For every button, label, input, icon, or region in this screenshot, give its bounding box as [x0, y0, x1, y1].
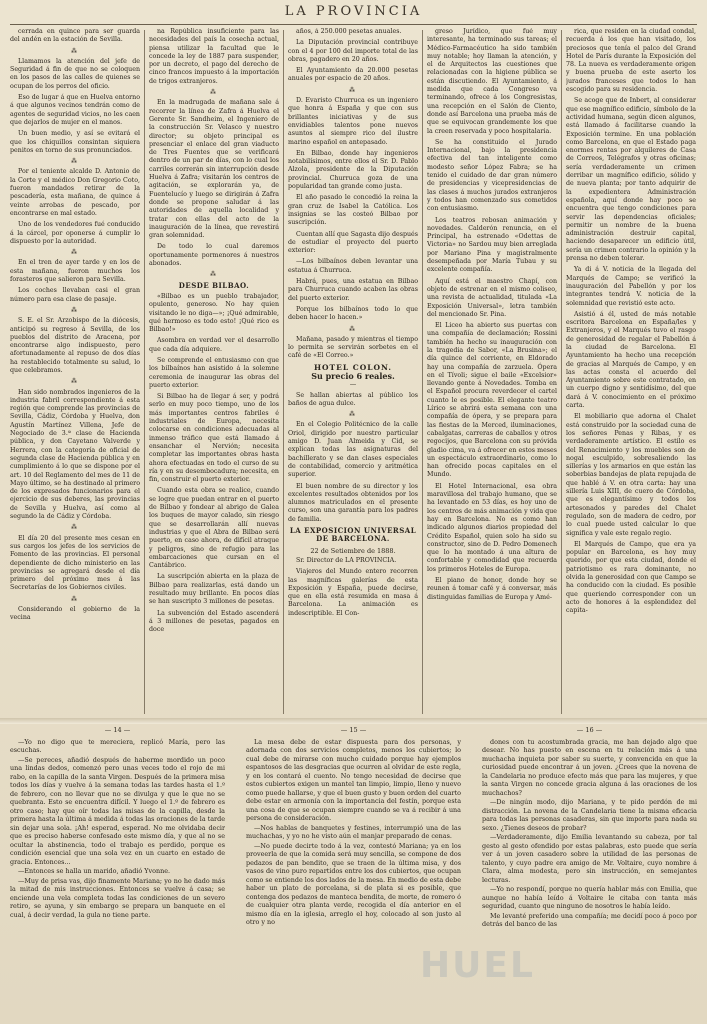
ad-rule: — — [349, 380, 357, 389]
page-number: — 15 — — [340, 726, 367, 734]
serial-paragraph: —Yo no digo que te mereciera, replicó María, pero las escuchas. — [10, 737, 225, 754]
column-divider — [561, 30, 562, 714]
article-paragraph: «Bilbao es un pueblo trabajador, opulento, generoso. No hay quien visitando le no diga—»; ¡Qué admirable, qué hermoso es todo esto! ¡Qué rico es Bilbao!» — [149, 292, 279, 334]
article-paragraph: Uno de los vendedores fué conducido á la cárcel, por oponerse á cumplir lo dispuesto por la autoridad. — [10, 221, 140, 245]
article-paragraph: Se comprende el entusiasmo con que los bilbaínos han asistido á la solemne ceremonia de inaugurar las obras del puerto exterior. — [149, 356, 279, 389]
page-number: — 14 — — [104, 726, 131, 734]
article-paragraph: años, á 250.000 pesetas anuales. — [296, 28, 402, 35]
column-divider — [422, 30, 423, 714]
column-divider — [283, 30, 284, 714]
section-separator: ⁂ — [210, 271, 218, 279]
column-divider — [144, 30, 145, 714]
article-paragraph: La Diputación provincial contribuye con el 4 por 100 del importe total de las obras, pagadero en 20 años. — [288, 39, 418, 63]
article-paragraph: —Los bilbaínos deben levantar una estatua á Churruca. — [288, 258, 418, 274]
section-separator: ⁂ — [71, 524, 79, 532]
serial-section — [10, 726, 697, 1022]
article-paragraph: Si Bilbao ha de llegar á ser, y podrá serlo en muy poco tiempo, uno de los más importantes centros fabriles é industriales de Europa, necesita colocarse en condiciones adecuadas al inmenso tráfico que está llamado á ensanchar el Nervión; necesita completar las importantes obras hasta ahora efectuadas en todo el curso de su ría y en su desembocadura; necesita, en fin, construir el puerto exterior. — [149, 393, 279, 484]
article-paragraph: Asistió á él, usted de más notable escritora Barcelona en España/les y Extranjeros, y el Marqués tuvo el rasgo de generosidad de regalar el Pabellón á la ciudad de Barcelona. El Ayuntamiento ha hecho una recepción de gracias al Marqués de Campo, y en las actas consta el acuerdo del Ayuntamiento sobre este contratado, en un cuerpo digno y sentidísimo, del que dará á V. conocimiento en el próximo carta. — [566, 310, 696, 410]
ad-title: HOTEL COLON. — [313, 362, 393, 372]
article-paragraph: La subvención del Estado ascenderá á 3 millones de pesetas, pagados en doce — [149, 609, 279, 634]
serial-paragraph: —De ningún modo, dijo Mariana, y te pido perdón de mi distracción. La novena de la Candelaria tiene la misma eficacia para todas las personas casaderas, sin que importe para nada su sexo. ¿Tienes deseos de probar? — [482, 798, 697, 832]
advertisement — [288, 364, 418, 389]
column-4 — [427, 28, 557, 716]
article-paragraph: El piano de honor, donde hoy se reunen á tomar café y á conversar, más distinguidas familias de Europa y Amé- — [427, 577, 557, 601]
serial-paragraph: —Verdaderamente, dijo Emilia levantando su cabeza, por tal gesto al gesto ofendido por estas palabras, esto puede que sería ver á un joven casadero sobre la utilidad de las personas de talento, y cuyo padre era amigo de Mr. Voltaire, cuyo nombre á Clara, alma modesta, pero sin instrucción, en semejantes lecturas. — [482, 833, 697, 884]
article-paragraph: Considerando el gobierno de la vecina — [10, 606, 140, 622]
serial-page-14 — [10, 726, 225, 1018]
article-paragraph: Los coches llevaban casi el gran número para esa clase de pasaje. — [10, 287, 140, 303]
article-paragraph: Mañana, pasado y mientras el tiempo lo permita se servirán sorbetes en el café de «El Correo.» — [288, 335, 418, 360]
article-paragraph: Viajeros del Mundo entero recorren las magníficas galerías de esta Exposición y España, puede decirse, que en ella está resumida en masa á Barcelona. La animación es indescriptible. El Con- — [288, 568, 418, 617]
article-paragraph: Aquí está el maestro Chapí, con objeto de estrenar en el mismo coliseo, una revista de actualidad, titulada «La Exposición Universal», letra también del mencionado Sr. Pina. — [427, 277, 557, 318]
section-heading: DESDE BILBAO. — [178, 280, 250, 290]
serial-paragraph: dones con tu acostumbrada gracia, me han dejado algo que desear. No has puesto en escena en tu relación más á una muchacha inquieta por saber su suerte, y convencida en que la curiosidad puede encontrar á un joven. ¿Crees que la novena de la Candelaria no produce efecto más que para las mujeres, y que la santa Virgen no concede gracia alguna á las oraciones de los muchachos? — [482, 737, 697, 797]
section-separator: ⁂ — [71, 158, 79, 166]
article-paragraph: En el tren de ayer tarde y en los de esta mañana, fueron muchos los forasteros que salieron para Sevilla. — [10, 259, 140, 284]
page-fold — [0, 718, 707, 724]
article-paragraph: Asombra en verdad ver el desarrollo que cada día adquiere. — [149, 337, 279, 353]
serial-paragraph: —Yo no respondí, porque no quería hablar más con Emilia, que aunque no había leído á Voltaire le citaba con tanta más seguridad, cuanto que ninguno de nosotros le había leído. — [482, 885, 697, 910]
header-rule — [10, 24, 697, 25]
serial-paragraph: La mesa debe de estar dispuesta para dos personas, y adornada con dos servicios completos, menos los cubiertos; lo cual debe de mirarse con mucho cuidado porque hay ejemplos espantosos de las desgracias que ocurren al olvidar de este regla, y en los contará el cuento. No tengo necesidad de decirse que estos cubiertos exigen un mantel tan limpio, limpio, lleno y nuevo como puede hallarse, y que el buen gusto y buen orden del cuarto debe estar en armonía con la importancia del festín, porque esta una cosa de que se ocupan siempre cuando se va á recibir á una persona de consideración. — [246, 737, 461, 822]
page-number: — 16 — — [576, 726, 603, 734]
article-paragraph: Sr. Director de LA PROVINCIA. — [296, 556, 397, 564]
article-paragraph: na República insuficiente para las necesidades del país la cosecha actual, piensa utilizar la facultad que le concede la ley de 1887 para suspender, por un decreto, el pago del derecho de cinco francos impuesto á la importación de trigos extranjeros. — [149, 28, 279, 85]
serial-paragraph: —No puede decirte todo á la vez, contestó Mariana; ya en los proveerla de que la comida será muy sencilla, se compone de dos pedazos de pan bendito, que se traen de la última misa, y dos vasos de vino puro repartidos entre los dos cubiertos, que ocupan como se entiende los dos lados de la mesa. En medio de esta debe haber un plato de porcelana, si de plata si es posible, que contenga dos pedazos de manteca bendita, de morte, de romero ó de cualquier otra planta verde, recogida el día anterior en el mismo día en la iglesia, arreglo el hoy, colocado al son justo al otro y no — [246, 841, 461, 926]
article-paragraph: El Hotel Internacional, esa obra maravillosa del trabajo humano, que se ha levantado en 53 días, es hoy uno de los centros de más animación y vida que hay en Barcelona. No es como han indicado algunos diarios propiedad del Crédito Español, quien solo ha sido su constructor, sino de D. Pedro Domenech que lo ha montado á una altura de confortable y comodidad que recuerda los primeros Hoteles de Europa. — [427, 482, 557, 573]
article-paragraph: El día 20 del presente mes cesan en sus cargos los jefes de los servicios de Fomento de las provincias. El personal dependiente de dicho ministerio en las provincias se agregará desde el día primero del próximo mes á las Secretarías de los Gobiernos civiles. — [10, 534, 140, 592]
section-separator: ⁂ — [71, 249, 79, 257]
article-paragraph: rica, que residen en la ciudad condal, recuerda á los que han visitado, los preciosos que tenía el palco del Grand Hotel de París durante la Exposición del 78. La nueva es verdaderamente origen y buena prueba de este aserto los jurados franceses que todos lo han escogido para su residencia. — [566, 28, 696, 94]
section-heading: LA EXPOSICION UNIVERSAL DE BARCELONA. — [289, 526, 417, 544]
article-paragraph: La suscripción abierta en la plaza de Bilbao para realizarlas, está dando un resultado muy brillante. En pocos días se han suscripto 3 millones de pesetas. — [149, 573, 279, 606]
section-separator: ⁂ — [71, 306, 79, 314]
section-separator: ⁂ — [210, 89, 218, 97]
section-separator: ⁂ — [349, 411, 357, 419]
column-2 — [149, 28, 279, 716]
article-paragraph: Cuentan allí que Sagasta dijo después de estudiar el proyecto del puerto exterior: — [288, 230, 418, 255]
upper-page — [10, 28, 697, 716]
article-paragraph: Llamamos la atención del jefe de Seguridad á fin de que no se coloquen en los pasos de las calles de quienes se ocupan de los perros del oficio. — [10, 57, 140, 90]
article-paragraph: El año pasado le concedió la reina la gran cruz de Isabel la Católica. Los insignias se las costeó Bilbao por suscripción. — [288, 194, 418, 227]
section-separator: ⁂ — [71, 378, 79, 386]
section-separator: ⁂ — [71, 595, 79, 603]
section-separator: ⁂ — [71, 47, 79, 55]
article-paragraph: Un buen medio, y así se evitará el que los chiquillos consintan siquiera penitos en torno de sus pronunciados. — [10, 130, 140, 154]
serial-paragraph: Me levanté preferido una compañía; me decidí poco á poco por detrás del banco de las — [482, 911, 697, 928]
article-paragraph: cerrada en quince para ser guarda del andén en la estación de Sevilla. — [10, 28, 140, 44]
article-paragraph: De todo lo cual daremos oportunamente pormenores á nuestros abonados. — [149, 243, 279, 268]
ad-price: Su precio 6 reales. — [311, 370, 395, 381]
column-1 — [10, 28, 140, 716]
article-paragraph: greso Jurídico, que fué muy interesante, ha terminado sus tareas; el Médico-Farmacéutico ha sido también muy notable; hoy llaman la atención, y el de Arquitectos las cuestiones que relacionadas con la higiene pública se están discutiendo. El Ayuntamiento, á medida que cada Congreso va terminando, ofrece á los Congresistas, una recepción en el Salón de Ciento, donde así Barcelona una prueba más de que se equivocan grandemente los que la creen reservada y poco hospitalaria. — [427, 28, 557, 135]
article-paragraph: Eso de lugar á que en Huelva entorno á que algunos vecinos tendrán como de agentes de seguridad vicios, no les caen que dejarlos de mujer en el manos. — [10, 94, 140, 126]
serial-paragraph: —Entonces se halla un marido, añadió Yvonne. — [18, 867, 171, 875]
article-paragraph: S. E. el Sr. Arzobispo de la diócesis, anticipó su regreso á Sevilla, de los pueblos del distrito de Aracena, por encontrarse algo indispuesto, pero afortunadamente al repuso de dos días ha restablecido totalmente su salud, lo que celebramos. — [10, 317, 140, 374]
article-paragraph: Se ha constituido el Jurado Internacional, bajo la presidencia efectiva del tan inteligente como modesto señor López Fabra; se ha tenido el cuidado de dar gran número de presidencias y vicepresidencias de las clases á muchos jurados extranjeros y todos han comenzado sus cometidos con entusiasmo. — [427, 138, 557, 213]
article-paragraph: Porque los bilbaínos todo lo que deben hacer lo hacen.» — [288, 305, 418, 322]
article-paragraph: El Ayuntamiento da 20.000 pesetas anuales por espacio de 20 años. — [288, 67, 418, 83]
article-paragraph: El Marqués de Campo, que era ya popular en Barcelona, es hoy muy querido, por que esta ciudad, donde el patriotismo es rara dominante, no olvida la generosidad con que Campo se ha conducido con la ciudad. Es posible que queriendo corresponder con un acto de honores á la esplendidez del capita- — [566, 540, 696, 615]
article-paragraph: Se acoge que de Inbert, al considerar que ese magnífico edificio, símbolo de la actividad humana, según dicen algunos, está llamado á facilitarse cuando la Exposición termine. En una población como Barcelona, en que el Estado paga enormes rentas por alquileres de Casa de Correos, Telégrafos y otras oficinas; sería verdaderamente un crimen derribar un magnífico edificio, sólido y de nueva planta; por tanto adquirir de la expedientera Administración española, aquí donde hay poco se encuentra que tengo condiciones para servir las dependencias oficiales; permitir un nombre de la buena administración destruir capital, haciendo desaparecer un edificio útil, sería un crimen contrario la opinión y la prensa no deben tolerar. — [566, 97, 696, 263]
article-paragraph: En la madrugada de mañana sale á recorrer la línea de Zafra á Huelva el Gerente Sr. Sandheim, el Ingeniero de la construcción Sr. Velasco y nuestro director; su objeto principal es presenciar el enlace del gran viaducto de Tres Fuentes que se verificará dentro de un par de días, con lo cual los carriles correrán sin interrupción desde Huelva á Zafra; visitarán los centros de agitación, se explorarán ya, de Fuentelucío y luego se dirigirán á Zafra donde se propone saludar á las autoridades de aquella localidad y tratar con ellas del acto de la inauguración de la línea, que revestirá gran solemnidad. — [149, 99, 279, 240]
column-5 — [566, 28, 696, 716]
article-paragraph: En el Colegio Politécnico de la calle Oriol, dirigido por nuestro particular amigo D. Juan Almeida y Cid, se explican todas las asignaturas del bachillerato y se dan clases especiales de contabilidad, comercio y aritmética superior. — [288, 421, 418, 479]
column-3 — [288, 28, 418, 716]
article-paragraph: Cuando esta obra se realice, cuando se logre que puedan entrar en el puerto de Bilbao y fondear al abrigo de Galea los buques de mayor calado, sin riesgo que se desarrollarán allí nuevas industrias y que el Abra de Bilbao será puerto, en caso ahora, de difícil atraque y peligros, sino de refugio para las embarcaciones que cursan en el Cantábrico. — [149, 487, 279, 570]
section-separator: ⁂ — [349, 325, 357, 333]
dateline: 22 de Setiembre de 1888. — [310, 546, 396, 555]
article-paragraph: Ya di á V. noticia de la llegada del Marqués de Campo; se verificó la inauguración del Pabellón y por los integrantes tendrá V. noticia de la solemnidad que revistió este acto. — [566, 266, 696, 307]
article-paragraph: Por el teniente alcalde D. Antonio de la Corte y el médico Don Gregorio Coto, fueron mandados retirar de la pescadería, esta mañana, de quince á veinte arrobas de pescado, por encontrarse en mal estado. — [10, 168, 140, 217]
article-paragraph: El Liceo ha abierto sus puertas con una compañía de declamación; Rossini también ha hecho su inauguración con la tragedia de Sabor, «La Brusina»; el día quince del corriente, en Eldorado hay una compañía de zarzuela. Ópera en el Tívoli; sigue el baile «Excelsior» llevando gente á Novedades. Tomba en el Español procura reverdecer el cartel cuanto le es posible. El elegante teatro Lírico se abrirá esta semana con una compañía de ópera, y se prepara para las fiestas de la Merced, iluminaciones, cabalgatas, carreras de caballos y otros regocijos, que Barcelona con su próvida gladio cima, va á ofrecer en estos meses un espectáculo extraordinario, como lo han ofrecido pocas capitales en el Mundo. — [427, 322, 557, 479]
serial-paragraph: —Se pereces, añadió después de haberme mordido un poco una lindas dedos, comenzó pero unas veces todo el rojo de mi rabo, en la capilla de la santa Virgen. Después de la primera misa todos los días y vuelve á la semana todas las tardes hasta el 1.º de febrero, con no llevar que no se divulga y que le que no se quebranta. Esto se encuentra difícil. Y luego el 1.º de febrero es otro caso; hay que oír todas las misas de la capilla, desde la primera hasta la última á medida á todas las oraciones de la tarde sin dejar una sola. ¡Ah! esperad, esperad. No me olvidaba decir que es preciso haberse confesado este mismo día, y que al no se ocultar la abstinencia, todo el trabajo es perdido, porque es condición esencial que una sola vez en un cuarto en estado de gracia. Entonces... — [10, 755, 225, 866]
serial-paragraph: —Nos hablas de banquetes y festines, interrumpió una de las muchachas, y yo no he visto aún el manjar preparado de cenas. — [246, 823, 461, 840]
page-title: LA PROVINCIA — [284, 4, 423, 19]
serial-paragraph: —Muy de prisa vas, dijo finamente Mariana; yo no he dado más la mitad de mis instrucciones. Entonces se vuelve á casa; se enciende una vela completa todas las condiciones de un severo retiro, se ayuna, y sin embargo se prepara un banquete en el cual, á decir verdad, la gula no tiene parte. — [10, 876, 225, 919]
article-paragraph: D. Evaristo Churruca es un ingeniero que honra á España y que con sus brillantes iniciativas y de sus envidiables talentos pone nuevos asuntos al siempre rico del ilustre marino español en antepasado. — [288, 97, 418, 146]
article-paragraph: Se hallan abiertas al público los baños de agua dulce. — [288, 391, 418, 407]
article-paragraph: Han sido nombrados ingenieros de la industria fabril correspondiente á esta región que comprende las provincias de Sevilla, Cádiz, Córdoba y Huelva, don Agustín Martínez Villena, Jefe de Negociado de 3.ª clase de Hacienda pública, y don Cayetano Valverde y Herrera, con la categoría de oficial de segunda clase de Hacienda pública y en cumplimiento á lo que se dispone por el art. 10 del Reglamento del mes de 11 de Mayo último, se ha destinado al primero de los expresados funcionarios para el ejercicio de sus deberes, las provincias de Sevilla y Huelva, así como al segundo la de Cádiz y Córdoba. — [10, 388, 140, 521]
article-paragraph: Los teatros rebosan animación y novedades. Calderón renuncia, en el Principal, ha estrenado «Odettas de Victoria» no Sardou muy bien arreglada por Mariano Pina y magistralmente desempeñada por María Tubau y su excelente compañía. — [427, 216, 557, 274]
library-watermark: HUEL — [420, 945, 535, 986]
section-separator: ⁂ — [349, 86, 357, 94]
article-paragraph: En Bilbao, donde hay ingenieros notabilísimos, entre ellos el Sr. D. Pablo Alzola, presidente de la Diputación provincial. Churruca goza de una popularidad tan grande como justa. — [288, 149, 418, 191]
article-paragraph: El buen nombre de su director y los excelentes resultados obtenidos por los alumnos matriculados en el presente curso, son una garantía para los padres de familia. — [288, 482, 418, 523]
article-paragraph: El mobiliario que adorna el Chalet está construido por la sociedad cuna de los señores Penas y Ribas, y es verdaderamente artístico. El estilo es del Renacimiento y los muebles son de nogal esculpido, sobresaliendo las sillerías y los armarios en que están las soberbias bandejas de plata repujada de que hablé á V. en otra carta: hay una sillería Luis XIII, de cuero de Córdoba, que es elegantísimo y todos los artesonados y paredes del Chalet regulado, son de madera de cedro, por lo cual puede usted calcular lo que significa y vale este regalo regio. — [566, 413, 696, 537]
article-paragraph: Habrá, pues, una estatua en Bilbao para Churruca cuando acaben las obras del puerto exterior. — [288, 278, 418, 302]
